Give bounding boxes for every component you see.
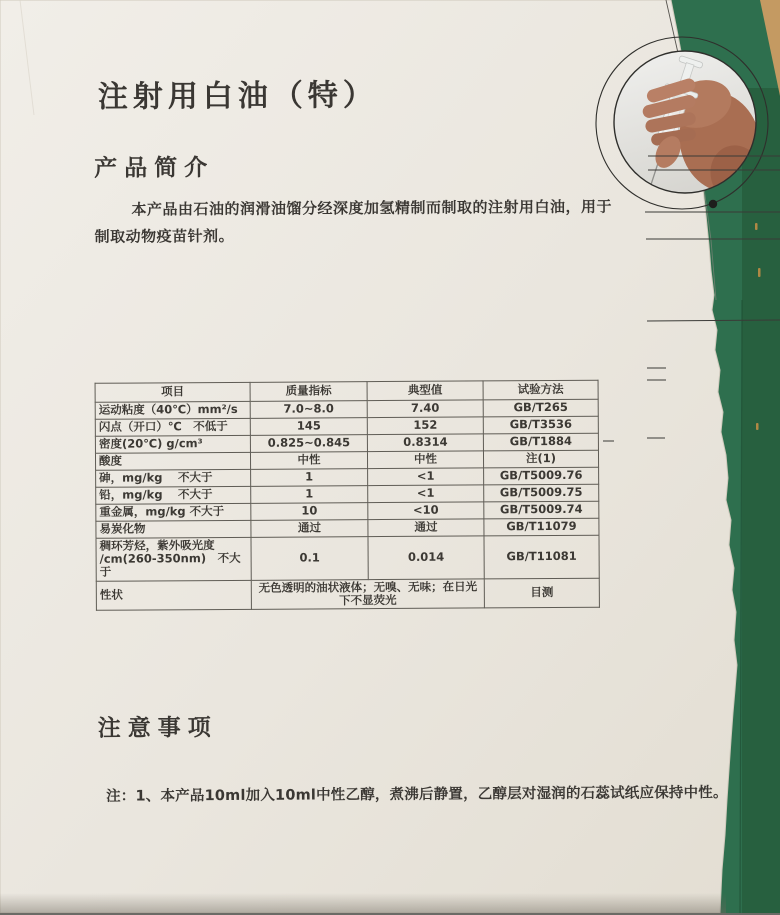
value-cell: <1 <box>368 468 484 486</box>
value-cell: 1 <box>251 469 368 487</box>
value-cell: 10 <box>251 503 368 521</box>
value-cell: GB/T3536 <box>483 416 598 434</box>
value-cell: 注(1) <box>483 450 598 468</box>
value-cell: 中性 <box>367 451 483 469</box>
value-cell: 1 <box>251 486 368 504</box>
intro-section-heading: 产品简介 <box>94 155 215 182</box>
intro-paragraph-line1: 本产品由石油的润滑油馏分经深度加氢精制而制取的注射用白油，用于 <box>131 197 613 219</box>
item-cell: 稠环芳烃，紫外吸光度 /cm(260-350nm) 不大于 <box>96 537 251 581</box>
value-cell: GB/T265 <box>483 399 598 417</box>
column-header: 项目 <box>95 382 250 402</box>
column-header: 试验方法 <box>483 380 598 400</box>
note-text: 注：1、本产品10ml加入10ml中性乙醇，煮沸后静置，乙醇层对湿润的石蕊试纸应保持中性。 <box>106 784 728 805</box>
item-cell: 易炭化物 <box>96 520 251 538</box>
value-cell: 0.1 <box>251 537 368 580</box>
value-cell: GB/T1884 <box>483 433 598 451</box>
value-cell: 0.8314 <box>367 434 483 452</box>
item-cell: 铅，mg/kg 不大于 <box>96 486 251 504</box>
value-cell: GB/T11079 <box>484 518 599 536</box>
spec-table <box>95 380 600 611</box>
value-cell: GB/T5009.76 <box>484 467 599 485</box>
value-cell: GB/T5009.75 <box>484 484 599 502</box>
value-cell: <10 <box>368 502 484 520</box>
value-cell: GB/T11081 <box>484 535 599 578</box>
value-cell: 通过 <box>368 519 484 537</box>
item-cell: 闪点（开口）℃ 不低于 <box>95 418 250 436</box>
item-cell: 性状 <box>96 580 251 610</box>
column-header: 质量指标 <box>250 382 367 402</box>
value-cell: 通过 <box>251 520 368 538</box>
item-cell: 酸度 <box>95 452 250 470</box>
notes-section-heading: 注意事项 <box>97 715 218 742</box>
value-cell: 145 <box>250 418 367 436</box>
page-title: 注射用白油（特） <box>97 78 378 115</box>
item-cell: 重金属，mg/kg 不大于 <box>96 503 251 521</box>
table-row <box>96 535 599 581</box>
column-header: 典型值 <box>367 381 483 401</box>
intro-paragraph-line2: 制取动物疫苗针剂。 <box>94 226 235 246</box>
table-row <box>96 578 599 611</box>
value-cell: 152 <box>367 417 483 435</box>
item-cell: 密度(20℃) g/cm³ <box>95 435 250 453</box>
value-cell: GB/T5009.74 <box>484 501 599 519</box>
item-cell: 运动粘度（40℃）mm²/s <box>95 401 250 419</box>
value-cell: 目测 <box>484 578 599 608</box>
value-cell: 7.40 <box>367 400 483 418</box>
value-cell: 7.0~8.0 <box>250 401 367 419</box>
value-cell: <1 <box>368 485 484 503</box>
item-cell: 砷，mg/kg 不大于 <box>96 469 251 487</box>
value-cell: 无色透明的油状液体；无嗅、无味；在日光下不显荧光 <box>251 579 484 610</box>
value-cell: 0.014 <box>368 536 484 579</box>
value-cell: 0.825~0.845 <box>250 435 367 453</box>
value-cell: 中性 <box>250 452 367 470</box>
